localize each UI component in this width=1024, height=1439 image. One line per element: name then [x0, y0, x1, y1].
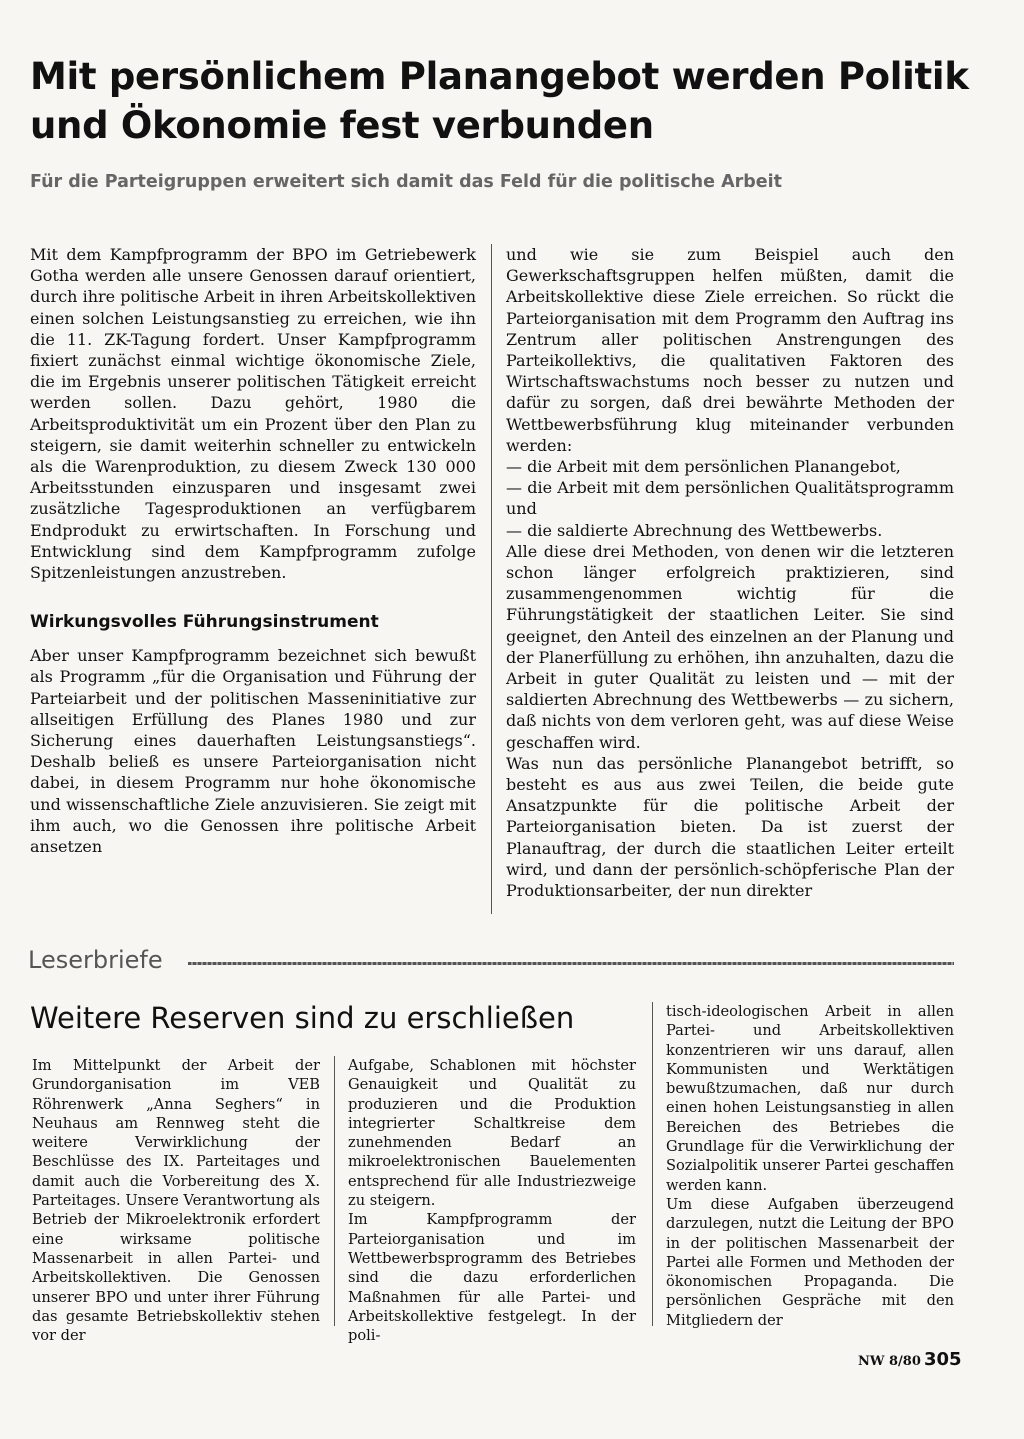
page-number: 305 — [924, 1349, 962, 1370]
column-divider — [491, 244, 492, 914]
section-rule — [188, 962, 954, 965]
article-paragraph: und wie sie zum Beispiel auch den Gewerkschaftsgruppen helfen müßten, damit die Arbeitskollektive diese Ziele erreichen. So rückt die Parteiorganisation mit dem Programm den Auftrag ins Zentrum aller politischen Anstrengungen des Parteikollektivs, die qualitativen Faktoren des Wirtschaftswachstums noch besser zu nutzen und dafür zu sorgen, daß drei bewährte Methoden der Wettbewerbsführung klug miteinander verbunden werden: — [506, 245, 954, 455]
letter-paragraph: Um diese Aufgaben überzeugend darzulegen, nutzt die Leitung der BPO in der politischen Massenarbeit der Partei alle Formen und Methoden der ökonomischen Propaganda. Die persönlichen Gespräche mit den Mitgliedern der — [666, 1195, 954, 1329]
letter-column-1 — [32, 1056, 320, 1345]
letter-paragraph: Im Mittelpunkt der Arbeit der Grundorganisation im VEB Röhrenwerk „Anna Seghers“ in Neuhaus am Rennweg steht die weitere Verwirklichung der Beschlüsse des IX. Parteitages und damit auch die Vorbereitung des X. Parteitages. Unsere Verantwortung als Betrieb der Mikroelektronik erfordert eine wirksame politische Massenarbeit in allen Partei- und Arbeitskollektiven. Die Genossen unserer BPO und unter ihrer Führung das gesamte Betriebskollektiv stehen vor der — [32, 1057, 320, 1345]
letter-paragraph: tisch-ideologischen Arbeit in allen Partei- und Arbeitskollektiven konzentrieren wir uns darauf, allen Kommunisten und Werktätigen bewußtzumachen, daß nur durch einen hohen Leistungsanstieg in allen Bereichen des Betriebes die Grundlage für die Verwirklichung der Sozialpolitik unserer Partei geschaffen werden kann. — [666, 1003, 954, 1194]
column-divider — [652, 1002, 653, 1326]
article-subheading: Wirkungsvolles Führungsinstrument — [30, 612, 379, 633]
article-subheadline: Für die Parteigruppen erweitert sich damit das Feld für die politische Arbeit — [30, 172, 783, 192]
letter-column-2 — [348, 1056, 636, 1345]
list-item: — die Arbeit mit dem persönlichen Qualitätsprogramm und — [506, 478, 954, 519]
article-headline: Mit persönlichem Planangebot werden Politik und Ökonomie fest verbunden — [30, 55, 969, 147]
section-label: Leserbriefe — [28, 946, 163, 974]
article-column-left — [30, 244, 476, 857]
letter-paragraph: Aufgabe, Schablonen mit höchster Genauigkeit und Qualität zu produzieren und die Produktion integrierter Schaltkreise dem zunehmenden Bedarf an mikroelektronischen Bauelementen entsprechend für alle Industriezweige zu steigern. — [348, 1057, 636, 1210]
list-item: — die Arbeit mit dem persönlichen Planangebot, — [506, 457, 901, 477]
article-column-right — [506, 244, 954, 901]
issue-label: NW 8/80 — [858, 1354, 921, 1369]
column-divider — [334, 1056, 335, 1326]
letter-title: Weitere Reserven sind zu erschließen — [30, 1001, 575, 1035]
article-paragraph: Mit dem Kampfprogramm der BPO im Getriebewerk Gotha werden alle unsere Genossen darauf orientiert, durch ihre politische Arbeit in ihren Arbeitskollektiven einen solchen Leistungsanstieg zu erreichen, wie ihn die 11. ZK-Tagung fordert. Unser Kampfprogramm fixiert zunächst einmal wichtige ökonomische Ziele, die im Ergebnis unserer politischen Tätigkeit erreicht werden sollen. Dazu gehört, 1980 die Arbeitsproduktivität um ein Prozent über den Plan zu steigern, sie damit weiterhin schneller zu entwickeln als die Warenproduktion, zu diesem Zweck 130 000 Arbeitsstunden einzusparen und insgesamt zwei zusätzliche Tagesproduktionen an verfügbarem Endprodukt zu erwirtschaften. In Forschung und Entwicklung sind dem Kampfprogramm zufolge Spitzenleistungen anzustreben. — [30, 245, 476, 583]
list-item: — die saldierte Abrechnung des Wettbewerbs. — [506, 520, 883, 540]
article-paragraph: Was nun das persönliche Planangebot betrifft, so besteht es aus aus zwei Teilen, die beide gute Ansatzpunkte für die politische Arbeit der Parteiorganisation bieten. Da ist zuerst der Planauftrag, der durch die staatlichen Leiter erteilt wird, und dann der persönlich-schöpferische Plan der Produktionsarbeiter, der nun direkter — [506, 753, 954, 901]
article-paragraph: Alle diese drei Methoden, von denen wir die letzteren schon länger erfolgreich praktizieren, sind zusammengenommen wichtig für die Führungstätigkeit der staatlichen Leiter. Sie sind geeignet, den Anteil des einzelnen an der Planung und der Planerfüllung zu erhöhen, ihn anzuhalten, dazu die Arbeit in guter Qualität zu leisten und — mit der saldierten Abrechnung des Wettbewerbs — zu sichern, daß nichts von dem verloren geht, was auf diese Weise geschaffen wird. — [506, 541, 954, 752]
letter-paragraph: Im Kampfprogramm der Parteiorganisation und im Wettbewerbsprogramm des Betriebes sind die dazu erforderlichen Maßnahmen für alle Partei- und Arbeitskollektive festgelegt. In der poli- — [348, 1211, 636, 1345]
article-paragraph: Aber unser Kampfprogramm bezeichnet sich bewußt als Programm „für die Organisation und Führung der Parteiarbeit und der politischen Masseninitiative zur allseitigen Erfüllung des Planes 1980 und zur Sicherung eines dauerhaften Leistungsanstiegs“. Deshalb beließ es unsere Parteiorganisation nicht dabei, in diesem Programm nur hohe ökonomische und wissenschaftliche Ziele anzuvisieren. Sie zeigt mit ihm auch, wo die Genossen ihre politische Arbeit ansetzen — [30, 646, 476, 857]
letter-column-3 — [666, 1002, 954, 1330]
